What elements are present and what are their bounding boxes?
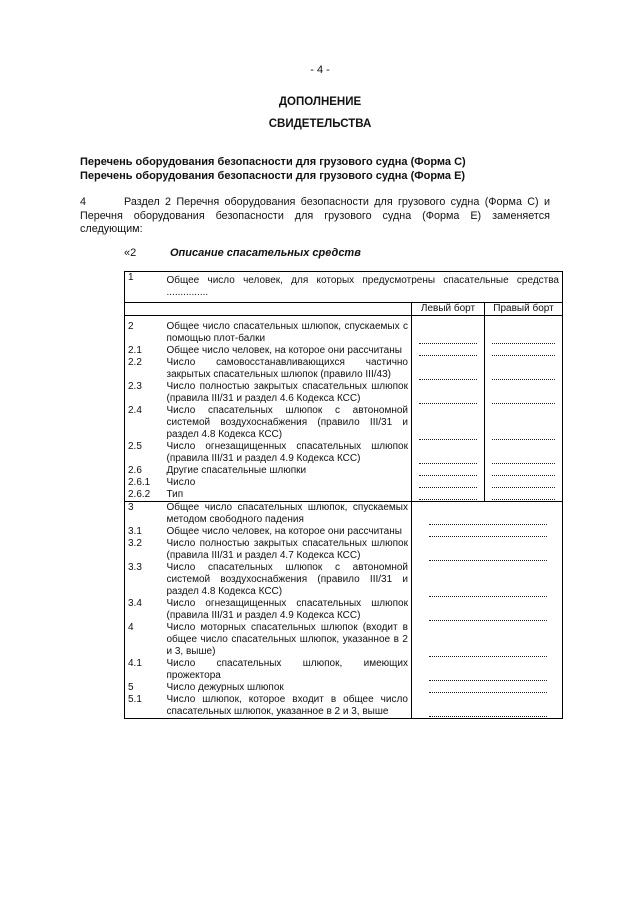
row-text: Число шлюпок, которое входит в общее число спасательных шлюпок, указанное в 2 и 3, выше	[164, 694, 412, 719]
row-text: Число полностью закрытых спасательных шлюпок (правила III/31 и раздел 4.7 Кодекса КСС)	[166, 538, 408, 561]
list-title-form-c: Перечень оборудования безопасности для грузового судна (Форма С)	[80, 156, 466, 168]
table-row	[125, 489, 563, 502]
dotted-fill-line	[492, 430, 555, 440]
row-text: Общее число человек, на которое они рассчитаны	[166, 345, 402, 356]
value-entry	[412, 658, 563, 682]
row-text: Число огнезащищенных спасательных шлюпок (правила III/31 и раздел 4.9 Кодекса КСС)	[166, 598, 408, 621]
left-side-entry	[412, 465, 485, 477]
dotted-fill-line	[492, 490, 555, 500]
table-row	[125, 526, 563, 538]
row-text: Общее число человек, на которое они рассчитаны	[166, 526, 402, 537]
dotted-fill-line	[419, 334, 477, 344]
row-text: Другие спасательные шлюпки	[166, 465, 307, 476]
left-side-entry	[412, 405, 485, 441]
column-header-left-side: Левый борт	[412, 303, 485, 316]
value-entry	[412, 682, 563, 694]
dotted-fill-line	[492, 478, 555, 488]
right-side-entry	[485, 489, 563, 502]
dotted-fill-line	[429, 683, 547, 693]
value-entry	[412, 538, 563, 562]
dotted-fill-line	[419, 454, 477, 464]
value-entry	[412, 526, 563, 538]
table-row	[125, 465, 563, 477]
row-text: Число спасательных шлюпок, имеющих прожектора	[166, 658, 408, 681]
row-number: 2	[125, 316, 164, 346]
dotted-fill-line	[492, 466, 555, 476]
amendment-paragraph	[80, 196, 550, 237]
lifesaving-appliances-table	[124, 271, 563, 719]
two-column-section	[125, 316, 563, 502]
row-number: 2.2	[125, 357, 164, 381]
dotted-fill-line	[429, 671, 547, 681]
table-row	[125, 357, 563, 381]
left-side-entry	[412, 477, 485, 489]
row-text: Число полностью закрытых спасательных шлюпок (правила III/31 и раздел 4.6 Кодекса КСС)	[166, 381, 408, 404]
table-row	[125, 441, 563, 465]
paragraph-text: Раздел 2 Перечня оборудования безопасности для грузового судна (Форма С) и Перечня оборудования безопасности для грузового судна (Форма Е) заменяется следующим:	[80, 196, 550, 235]
table-row	[125, 622, 563, 658]
table-row	[125, 345, 563, 357]
row-number: 2.6.2	[125, 489, 164, 502]
row-number: 4.1	[125, 658, 164, 682]
row-number: 3	[125, 502, 164, 527]
right-side-entry	[485, 357, 563, 381]
right-side-entry	[485, 345, 563, 357]
row-number: 2.3	[125, 381, 164, 405]
row-text: Число огнезащищенных спасательных шлюпок (правила III/31 и раздел 4.9 Кодекса КСС)	[166, 441, 408, 464]
row-text: Общее число человек, для которых предусмотрены спасательные средства ...............	[164, 272, 563, 303]
left-side-entry	[412, 316, 485, 346]
table-row	[125, 272, 563, 303]
dotted-fill-line	[419, 430, 477, 440]
left-side-entry	[412, 357, 485, 381]
one-column-section	[125, 502, 563, 719]
row-number: 2.4	[125, 405, 164, 441]
dotted-fill-line	[419, 490, 477, 500]
row-number: 3.1	[125, 526, 164, 538]
dotted-fill-line	[429, 647, 547, 657]
table-row	[125, 598, 563, 622]
dotted-fill-line	[419, 346, 477, 356]
dotted-fill-line	[419, 466, 477, 476]
column-header-row	[125, 303, 563, 316]
row-text: Общее число спасательных шлюпок, спускаемых с помощью плот-балки	[164, 316, 412, 346]
row-text: Число спасательных шлюпок с автономной системой воздухоснабжения (правило III/31 и раздел 4.8 Кодекса КСС)	[166, 405, 408, 440]
table-row	[125, 405, 563, 441]
value-entry	[412, 502, 563, 527]
dotted-fill-line	[492, 454, 555, 464]
row-number: 3.4	[125, 598, 164, 622]
left-side-entry	[412, 381, 485, 405]
table-row	[125, 502, 563, 527]
dotted-fill-line	[492, 346, 555, 356]
table-row	[125, 682, 563, 694]
left-side-entry	[412, 441, 485, 465]
left-side-entry	[412, 489, 485, 502]
dotted-fill-line	[429, 527, 547, 537]
row-number: 5.1	[125, 694, 164, 719]
table-row	[125, 694, 563, 719]
row-number: 2.5	[125, 441, 164, 465]
row-number: 2.6.1	[125, 477, 164, 489]
row-text: Число спасательных шлюпок с автономной системой воздухоснабжения (правило III/31 и раздел 4.8 Кодекса КСС)	[166, 562, 408, 597]
dotted-fill-line	[492, 370, 555, 380]
value-entry	[412, 562, 563, 598]
heading-supplement: ДОПОЛНЕНИЕ	[278, 96, 362, 108]
left-side-entry	[412, 345, 485, 357]
row-number: 3.2	[125, 538, 164, 562]
right-side-entry	[485, 381, 563, 405]
table-row	[125, 538, 563, 562]
value-entry	[412, 694, 563, 719]
row-text: Общее число спасательных шлюпок, спускаемых методом свободного падения	[166, 502, 408, 525]
table-row	[125, 316, 563, 346]
row-number: 1	[125, 272, 164, 303]
dotted-fill-line	[419, 370, 477, 380]
row-number: 4	[125, 622, 164, 658]
heading-certificate: СВИДЕТЕЛЬСТВА	[268, 118, 372, 130]
row-text: Число дежурных шлюпок	[166, 682, 284, 693]
dotted-fill-line	[492, 334, 555, 344]
row-text: Тип	[164, 489, 412, 502]
table-row	[125, 658, 563, 682]
section-title: Описание спасательных средств	[170, 247, 361, 259]
row-text: Число самовосстанавливающихся частично закрытых спасательных шлюпок (правило III/43)	[166, 357, 408, 380]
value-entry	[412, 598, 563, 622]
page-number: - 4 -	[310, 64, 330, 76]
dotted-fill-line	[419, 394, 477, 404]
dotted-fill-line	[429, 707, 547, 717]
table-row	[125, 562, 563, 598]
right-side-entry	[485, 465, 563, 477]
dotted-fill-line	[429, 611, 547, 621]
right-side-entry	[485, 477, 563, 489]
row-number: 3.3	[125, 562, 164, 598]
paragraph-number: 4	[80, 196, 87, 208]
table-row	[125, 477, 563, 489]
right-side-entry	[485, 441, 563, 465]
dotted-fill-line	[429, 515, 547, 525]
right-side-entry	[485, 405, 563, 441]
dotted-fill-line	[419, 478, 477, 488]
list-title-form-e: Перечень оборудования безопасности для грузового судна (Форма Е)	[80, 170, 466, 182]
dotted-fill-line	[492, 394, 555, 404]
section-mark: «2	[124, 247, 137, 259]
value-entry	[412, 622, 563, 658]
right-side-entry	[485, 316, 563, 346]
row-number: 5	[125, 682, 164, 694]
row-text: Число	[166, 477, 196, 488]
table-row	[125, 381, 563, 405]
dotted-fill-line	[429, 587, 547, 597]
row-number: 2.1	[125, 345, 164, 357]
row-number: 2.6	[125, 465, 164, 477]
column-header-right-side: Правый борт	[485, 303, 563, 316]
dotted-fill-line	[429, 551, 547, 561]
row-text: Число моторных спасательных шлюпок (входит в общее число спасательных шлюпок, указанное в 2 и 3, выше)	[166, 622, 408, 657]
